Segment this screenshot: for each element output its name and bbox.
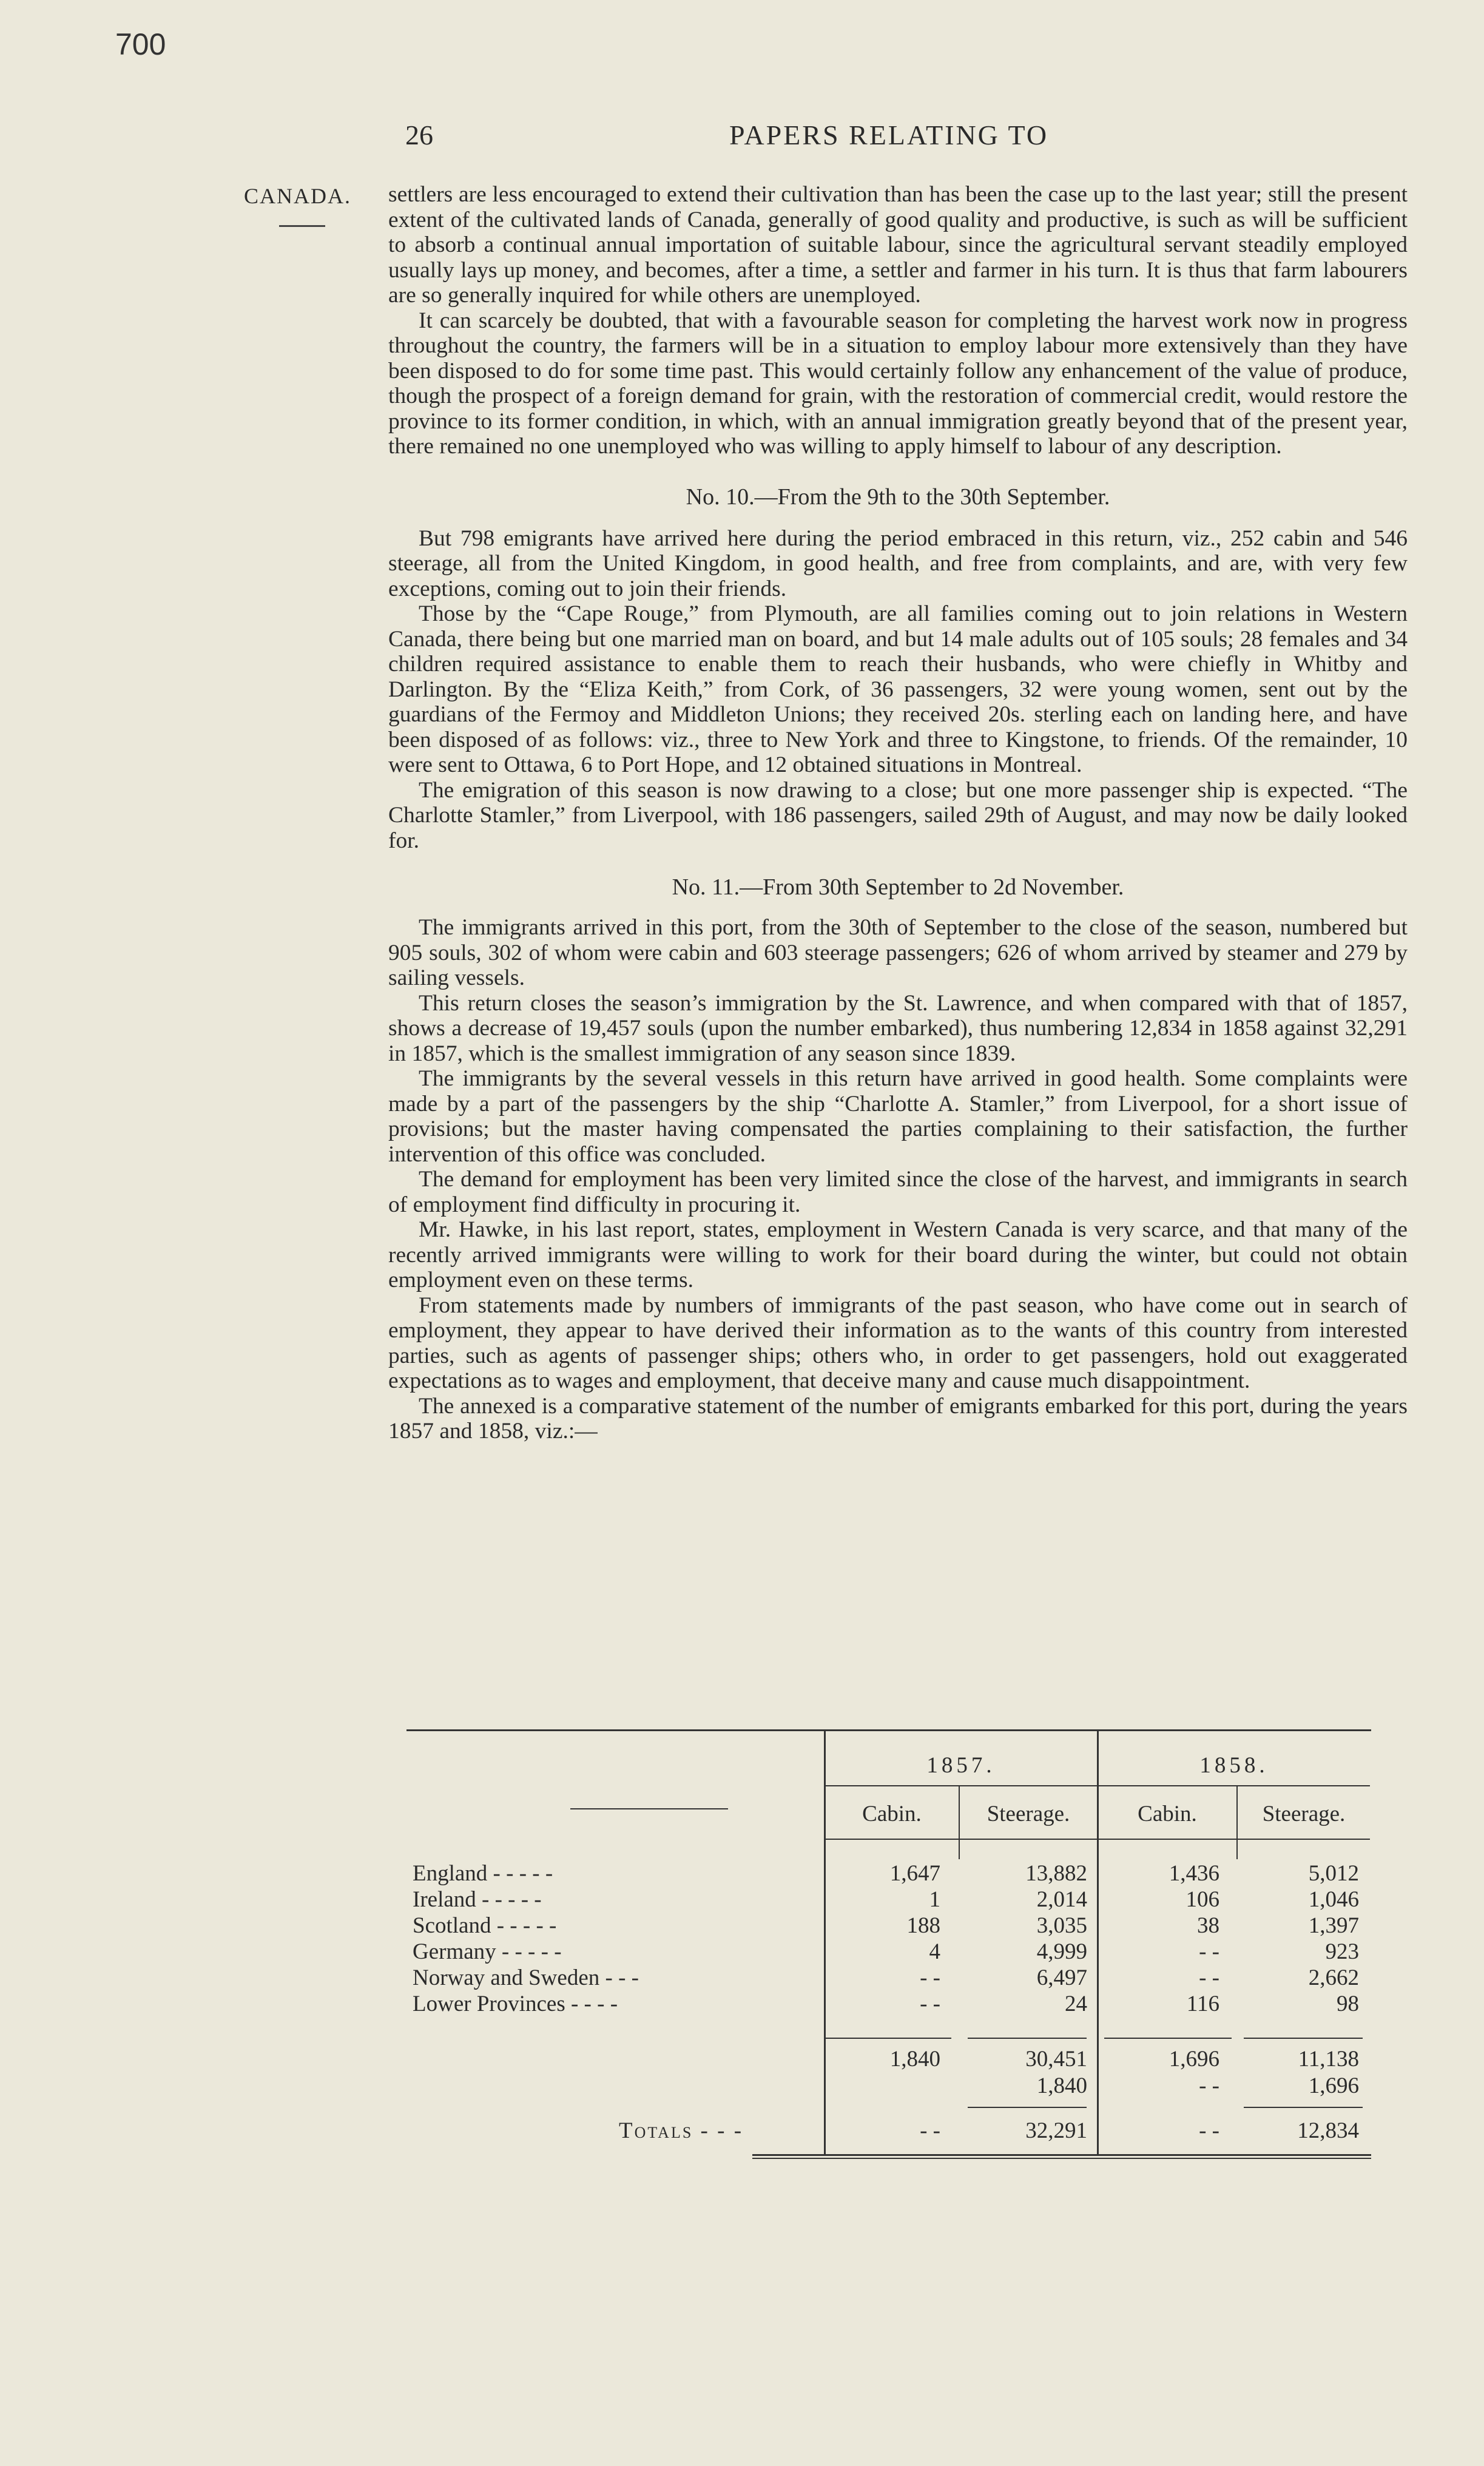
year-rule [824, 1785, 1370, 1786]
subheader-cabin: Cabin. [1138, 1802, 1197, 1826]
subhead-rule [824, 1839, 1370, 1840]
paragraph: The immigrants arrived in this port, from the 30th of September to the close of the season, numbered but 905 souls, 302 of whom were cabin and 603 steerage passengers; 626 of whom arrived by steamer and 279 by sailing vessels. [388, 915, 1408, 990]
cell-1857-cabin: 188 [906, 1913, 940, 1938]
folio-number: 700 [115, 27, 166, 61]
paragraph: Mr. Hawke, in his last report, states, employment in Western Canada is very scarce, and that many of the recently arrived immigrants were willing to work for their board during the winter, but could not obtain employment even on these terms. [388, 1217, 1408, 1292]
cell-1858-cabin: 116 [1186, 1991, 1219, 2016]
cell-1858-cabin: - - [1199, 1965, 1219, 1990]
paragraph: Those by the “Cape Rouge,” from Plymouth, are all families coming out to join relations in Western Canada, there being but one married man on board, and but 14 male adults out of 105 souls; 28 females and 34 children required assistance to enable them to reach their husbands, who were chiefly in Whitby and Darlington. By the “Eliza Keith,” from Cork, of 36 passengers, 32 were young women, sent out by the guardians of the Fermoy and Middleton Unions; they received 20s. sterling each on landing here, and have been disposed of as follows: viz., three to New York and three to Kingstone, to friends. Of the remainder, 10 were sent to Ottawa, 6 to Port Hope, and 12 obtained situations in Montreal. [388, 601, 1408, 777]
table-bottom-rule [752, 2158, 1371, 2159]
cell-1858-cabin: - - [1199, 1939, 1219, 1964]
cell-1858-steerage: 2,662 [1308, 1965, 1359, 1990]
cell-1857-steerage: 3,035 [1036, 1913, 1087, 1938]
total-rule [1244, 2107, 1363, 2108]
paragraph: The emigration of this season is now drawing to a close; but one more passenger ship is expected. “The Charlotte Stamler,” from Liverpool, with 186 passengers, sailed 29th of August, and may now be daily looked for. [388, 777, 1408, 853]
carried-1857-steerage: 1,840 [1036, 2073, 1087, 2098]
stub-rule [570, 1808, 728, 1809]
paragraph: settlers are less encouraged to extend their cultivation than has been the case up to the last year; still the present extent of the cultivated lands of Canada, generally of good quality and productive, is such as will be sufficient to absorb a continual annual importation of suitable labour, since the agricultural servant steadily employed usually lays up money, and becomes, after a time, a settler and farmer in his turn. It is thus that farm labourers are so generally inquired for while others are unemployed. [388, 182, 1408, 308]
cell-1858-cabin: 38 [1197, 1913, 1219, 1938]
cell-1858-steerage: 5,012 [1308, 1861, 1359, 1886]
cell-1858-steerage: 923 [1325, 1939, 1359, 1964]
sum-rule [1244, 2038, 1363, 2039]
table-bottom-rule [752, 2154, 1371, 2156]
cell-1857-steerage: 13,882 [1025, 1861, 1087, 1886]
carried-1858-steerage: 1,696 [1308, 2073, 1359, 2098]
margin-label: CANADA. [244, 184, 352, 208]
cell-1857-cabin: 1,647 [889, 1861, 940, 1886]
sum-rule [968, 2038, 1087, 2039]
totals-label: Totals - - - [619, 2118, 744, 2143]
section-heading: No. 11.—From 30th September to 2d November. [672, 874, 1124, 900]
year-header-1858: 1858. [1199, 1753, 1269, 1778]
total-rule [968, 2107, 1087, 2108]
sum-rule [1104, 2038, 1232, 2039]
paragraph: But 798 emigrants have arrived here during the period embraced in this return, viz., 252 cabin and 546 steerage, all from the United Kingdom, in good health, and free from complaints, and are, with very few exceptions, coming out to join their friends. [388, 525, 1408, 601]
emigration-table [400, 1729, 1371, 2191]
cell-1857-cabin: 4 [929, 1939, 940, 1964]
row-label-england: England - - - - - [413, 1861, 553, 1886]
total-1857-steerage: 32,291 [1025, 2118, 1087, 2143]
page-number: 26 [405, 120, 433, 150]
subheader-cabin: Cabin. [862, 1802, 922, 1826]
cell-1857-cabin: - - [920, 1991, 940, 2016]
paragraph: The annexed is a comparative statement of the number of emigrants embarked for this port, during the years 1857 and 1858, viz.:— [388, 1393, 1408, 1444]
cell-1858-steerage: 1,397 [1308, 1913, 1359, 1938]
cell-1857-steerage: 6,497 [1036, 1965, 1087, 1990]
subtotal-1857-cabin: 1,840 [889, 2047, 940, 2072]
cell-1857-cabin: 1 [929, 1887, 940, 1912]
total-1858-cabin: - - [1199, 2118, 1219, 2143]
paragraph: It can scarcely be doubted, that with a favourable season for completing the harvest work now in progress throughout the country, the farmers will be in a situation to employ labour more extensively than they have been disposed to do for some time past. This would certainly follow any enhancement of the value of produce, though the prospect of a foreign demand for grain, with the restoration of commercial credit, would restore the province to its former condition, in which, with an annual immigration greatly beyond that of the present year, there remained no one unemployed who was willing to apply himself to labour of any description. [388, 308, 1408, 459]
subheader-steerage: Steerage. [1262, 1802, 1346, 1826]
sum-rule [824, 2038, 951, 2039]
row-label-scotland: Scotland - - - - - [413, 1913, 557, 1938]
total-1857-cabin: - - [920, 2118, 940, 2143]
carried-1858-cabin: - - [1199, 2073, 1219, 2098]
subtotal-1858-steerage: 11,138 [1298, 2047, 1359, 2072]
paragraph: The immigrants by the several vessels in this return have arrived in good health. Some complaints were made by a part of the passengers by the ship “Charlotte A. Stamler,” from Liverpool, for a short issue of provisions; but the master having compensated the parties complaining to their satisfaction, the further intervention of this office was concluded. [388, 1066, 1408, 1167]
cell-1857-steerage: 4,999 [1036, 1939, 1087, 1964]
year-header-1857: 1857. [926, 1753, 996, 1778]
cell-1857-cabin: - - [920, 1965, 940, 1990]
subtotal-1858-cabin: 1,696 [1169, 2047, 1219, 2072]
row-label-lower-provinces: Lower Provinces - - - - [413, 1991, 618, 2016]
margin-rule [279, 225, 325, 227]
row-label-norway-sweden: Norway and Sweden - - - [413, 1965, 639, 1990]
paragraph: This return closes the season’s immigration by the St. Lawrence, and when compared with that of 1857, shows a decrease of 19,457 souls (upon the number embarked), thus numbering 12,834 in 1858 against 32,291 in 1857, which is the smallest immigration of any season since 1839. [388, 990, 1408, 1066]
body-text [388, 182, 1408, 1444]
total-1858-steerage: 12,834 [1297, 2118, 1359, 2143]
row-label-germany: Germany - - - - - [413, 1939, 562, 1964]
subheader-steerage: Steerage. [987, 1802, 1070, 1826]
cell-1858-steerage: 1,046 [1308, 1887, 1359, 1912]
paragraph: From statements made by numbers of immigrants of the past season, who have come out in search of employment, they appear to have derived their information as to the wants of this country from interested parties, such as agents of passenger ships; others who, in order to get passengers, hold out exaggerated expectations as to wages and employment, that deceive many and cause much disappointment. [388, 1292, 1408, 1393]
cell-1858-steerage: 98 [1337, 1991, 1359, 2016]
subtotal-1857-steerage: 30,451 [1025, 2047, 1087, 2072]
table-top-rule [406, 1729, 1371, 1731]
cell-1858-cabin: 1,436 [1169, 1861, 1219, 1886]
running-title: PAPERS RELATING TO [729, 120, 1049, 150]
paragraph: The demand for employment has been very limited since the close of the harvest, and immigrants in search of employment find difficulty in procuring it. [388, 1167, 1408, 1217]
cell-1858-cabin: 106 [1186, 1887, 1219, 1912]
section-heading: No. 10.—From the 9th to the 30th September. [686, 484, 1110, 510]
cell-1857-steerage: 24 [1065, 1991, 1087, 2016]
row-label-ireland: Ireland - - - - - [413, 1887, 542, 1912]
cell-1857-steerage: 2,014 [1036, 1887, 1087, 1912]
